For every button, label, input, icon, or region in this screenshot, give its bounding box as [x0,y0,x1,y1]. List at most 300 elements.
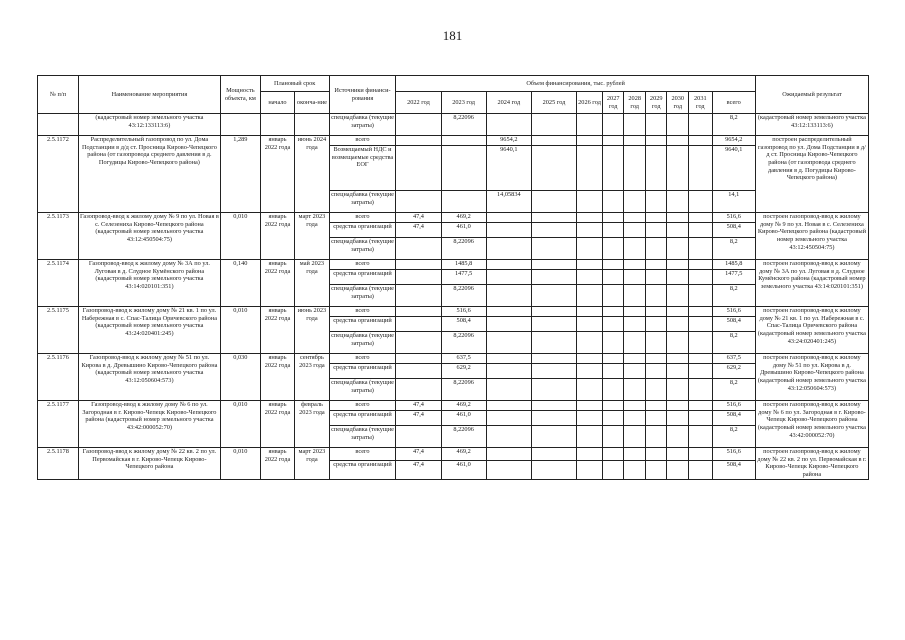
amount-cell [667,238,689,260]
amount-cell [689,317,713,332]
amount-cell: 637,5 [441,354,486,364]
amount-cell [441,136,486,146]
amount-cell [689,285,713,307]
item-end: март 2023 года [295,448,329,480]
item-result: построен газопровод-ввод к жилому дому № 22 кв. 2 по ул. Первомайская в г. Кирово-Чепецк Кирово-Чепецкого района [755,448,868,480]
item-number: 2.5.1173 [38,213,79,260]
amount-cell [602,379,624,401]
amount-cell [689,448,713,461]
amount-cell [689,223,713,238]
total-cell: 8,2 [712,238,755,260]
amount-cell [396,146,441,191]
amount-cell [602,460,624,479]
amount-cell [602,270,624,285]
amount-cell [602,260,624,270]
item-result: построен газопровод-ввод к жилому дому № 6 по ул. Загородная в г. Кирово-Чепецк Кирово-Чепецкого района (кадастровый номер земельного участка 43:42:000052:70) [755,401,868,448]
amount-cell [667,401,689,411]
amount-cell [577,332,603,354]
amount-cell [577,460,603,479]
amount-cell [577,307,603,317]
amount-cell [645,379,667,401]
amount-cell [667,285,689,307]
total-cell: 9640,1 [712,146,755,191]
amount-cell: 47,4 [396,411,441,426]
amount-cell [689,411,713,426]
total-cell: 1485,8 [712,260,755,270]
amount-cell: 461,0 [441,223,486,238]
funding-source: спецнадбавка (текущие затраты) [329,285,396,307]
amount-cell [667,213,689,223]
item-capacity: 1,289 [220,136,260,213]
amount-cell [577,191,603,213]
amount-cell: 47,4 [396,401,441,411]
amount-cell [486,270,531,285]
item-number: 2.5.1174 [38,260,79,307]
amount-cell [645,426,667,448]
funding-source: всего [329,136,396,146]
col-header-year: 2022 год [396,92,441,114]
amount-cell [645,285,667,307]
amount-cell [624,411,646,426]
table-row [38,136,869,146]
amount-cell [667,364,689,379]
amount-cell: 1477,5 [441,270,486,285]
amount-cell [667,317,689,332]
amount-cell [689,191,713,213]
amount-cell [667,448,689,461]
item-name: Газопровод-ввод к жилому дому № 6 по ул. Загородная в г. Кирово-Чепецк Кирово-Чепецкого района (кадастровый номер земельного участка 43:42:000052:70) [78,401,220,448]
item-name: Газопровод-ввод к жилому дому № 9 по ул. Новая в с. Селезениха Кирово-Чепецкого района (кадастровый номер земельного участка 43:12:450504:75) [78,213,220,260]
col-header-result: Ожидаемый результат [755,76,868,114]
amount-cell [602,364,624,379]
item-start: январь 2022 года [260,448,294,480]
amount-cell [602,136,624,146]
item-name: Газопровод-ввод к жилому дому № 51 по ул. Кирова в д. Древышино Кирово-Чепецкого района (кадастровый номер земельного участка 43:12:050604:573) [78,354,220,401]
amount-cell [645,191,667,213]
amount-cell [531,364,576,379]
col-header-start: начало [260,92,294,114]
amount-cell [486,411,531,426]
funding-source: всего [329,448,396,461]
amount-cell [486,332,531,354]
funding-source: всего [329,213,396,223]
amount-cell: 469,2 [441,401,486,411]
amount-cell [624,114,646,136]
amount-cell [396,260,441,270]
amount-cell [667,332,689,354]
amount-cell [624,260,646,270]
col-header-term: Плановый срок [260,76,329,92]
amount-cell [667,411,689,426]
item-name: (кадастровый номер земельного участка 43:12:133113:6) [78,114,220,136]
amount-cell [602,285,624,307]
item-number: 2.5.1172 [38,136,79,213]
amount-cell [689,270,713,285]
amount-cell [602,317,624,332]
amount-cell: 8,22096 [441,285,486,307]
amount-cell [667,191,689,213]
amount-cell: 47,4 [396,213,441,223]
amount-cell [602,238,624,260]
col-header-year: 2026 год [577,92,603,114]
amount-cell [602,213,624,223]
amount-cell [667,270,689,285]
amount-cell [689,379,713,401]
funding-source: средства организаций [329,460,396,479]
funding-source: всего [329,260,396,270]
amount-cell: 516,6 [441,307,486,317]
table-row [38,401,869,411]
funding-source: средства организаций [329,270,396,285]
amount-cell [486,238,531,260]
amount-cell [624,317,646,332]
amount-cell [667,460,689,479]
total-cell: 637,5 [712,354,755,364]
amount-cell [441,146,486,191]
col-header-source: Источники финанси-рования [329,76,396,114]
amount-cell [645,332,667,354]
table-header [38,76,869,114]
amount-cell [624,401,646,411]
item-name: Газопровод-ввод к жилому дому № 3А по ул. Луговая в д. Слудное Кумёнского района (кадастровый номер земельного участка 43:14:020101:351) [78,260,220,307]
col-header-year: 2031 год [689,92,713,114]
amount-cell [531,223,576,238]
amount-cell: 9640,1 [486,146,531,191]
amount-cell: 629,2 [441,364,486,379]
amount-cell [396,136,441,146]
total-cell: 508,4 [712,317,755,332]
col-header-year: 2024 год [486,92,531,114]
amount-cell [486,260,531,270]
amount-cell [486,317,531,332]
col-header-total: всего [712,92,755,114]
amount-cell [577,379,603,401]
amount-cell [577,223,603,238]
amount-cell [689,401,713,411]
item-end: март 2023 года [295,213,329,260]
item-name: Газопровод-ввод к жилому дому № 21 кв. 1 по ул. Набережная в с. Спас-Талица Оричевского района (кадастровый номер земельного участка 43:24:020401:245) [78,307,220,354]
table-body [38,114,869,480]
amount-cell [486,401,531,411]
amount-cell [486,448,531,461]
col-header-year: 2028 год [624,92,646,114]
amount-cell [667,114,689,136]
amount-cell [396,364,441,379]
amount-cell [645,364,667,379]
funding-source: спецнадбавка (текущие затраты) [329,191,396,213]
funding-source: спецнадбавка (текущие затраты) [329,332,396,354]
total-cell: 8,2 [712,379,755,401]
amount-cell [396,379,441,401]
table-row [38,260,869,270]
amount-cell: 47,4 [396,223,441,238]
total-cell: 1477,5 [712,270,755,285]
total-cell: 516,6 [712,307,755,317]
amount-cell [645,354,667,364]
financing-table [37,75,869,480]
amount-cell: 8,22096 [441,114,486,136]
amount-cell [667,307,689,317]
amount-cell: 47,4 [396,448,441,461]
funding-source: спецнадбавка (текущие затраты) [329,238,396,260]
amount-cell [396,114,441,136]
amount-cell [486,354,531,364]
amount-cell [396,426,441,448]
funding-source: всего [329,307,396,317]
col-header-name: Наименование мероприятия [78,76,220,114]
amount-cell: 9654,2 [486,136,531,146]
col-header-num: № п/п [38,76,79,114]
amount-cell [486,364,531,379]
funding-source: спецнадбавка (текущие затраты) [329,114,396,136]
amount-cell [689,332,713,354]
amount-cell [645,213,667,223]
amount-cell [645,448,667,461]
amount-cell [531,379,576,401]
amount-cell [396,191,441,213]
item-name: Распределительный газопровод по ул. Дома Подстанции в д/д ст. Просница Кирово-Чепецкого района (от газопровода среднего давления в д. Погудицы Кирово-Чепецкого района) [78,136,220,213]
item-end: май 2023 года [295,260,329,307]
amount-cell: 8,22096 [441,379,486,401]
item-capacity: 0,030 [220,354,260,401]
amount-cell [577,213,603,223]
item-end: июнь 2024 года [295,136,329,213]
amount-cell: 8,22096 [441,426,486,448]
amount-cell [396,354,441,364]
amount-cell [531,332,576,354]
item-result: построен газопровод-ввод к жилому дому № 51 по ул. Кирова в д. Древышино Кирово-Чепецкого района (кадастровый номер земельного участка 43:12:050604:573) [755,354,868,401]
amount-cell: 47,4 [396,460,441,479]
amount-cell [602,411,624,426]
amount-cell [645,307,667,317]
amount-cell [624,426,646,448]
amount-cell [602,448,624,461]
item-result: построен газопровод-ввод к жилому дому № 9 по ул. Новая в с. Селезениха Кирово-Чепецкого района (кадастровый номер земельного участка 43:12:450504:75) [755,213,868,260]
amount-cell [689,213,713,223]
col-header-volume: Объем финансирования, тыс. рублей [396,76,755,92]
amount-cell [602,307,624,317]
amount-cell [577,260,603,270]
amount-cell [531,213,576,223]
amount-cell [531,317,576,332]
amount-cell [667,146,689,191]
total-cell: 516,6 [712,448,755,461]
col-header-year: 2029 год [645,92,667,114]
amount-cell [624,213,646,223]
amount-cell: 461,0 [441,411,486,426]
amount-cell [577,270,603,285]
amount-cell [602,223,624,238]
item-start [260,114,294,136]
amount-cell [577,114,603,136]
amount-cell [396,270,441,285]
page-number: 181 [442,28,463,43]
amount-cell [531,238,576,260]
item-end [295,114,329,136]
amount-cell [602,146,624,191]
item-capacity: 0,010 [220,213,260,260]
amount-cell [667,426,689,448]
col-header-year: 2025 год [531,92,576,114]
item-capacity: 0,010 [220,401,260,448]
amount-cell [396,317,441,332]
amount-cell: 461,0 [441,460,486,479]
amount-cell [667,354,689,364]
amount-cell [645,223,667,238]
amount-cell [667,223,689,238]
amount-cell: 8,22096 [441,332,486,354]
amount-cell [689,114,713,136]
amount-cell [486,285,531,307]
amount-cell [531,426,576,448]
amount-cell: 1485,8 [441,260,486,270]
col-header-year: 2030 год [667,92,689,114]
amount-cell [667,379,689,401]
funding-source: Возмещаемый НДС и возмещаемые средства ЕОГ [329,146,396,191]
amount-cell [577,448,603,461]
amount-cell [689,136,713,146]
item-start: январь 2022 года [260,401,294,448]
amount-cell [531,411,576,426]
total-cell: 508,4 [712,411,755,426]
amount-cell [602,191,624,213]
amount-cell [689,307,713,317]
table-row [38,354,869,364]
amount-cell [531,260,576,270]
item-capacity: 0,010 [220,307,260,354]
amount-cell [531,460,576,479]
amount-cell [645,411,667,426]
amount-cell [624,146,646,191]
col-header-end: оконча-ние [295,92,329,114]
amount-cell [624,379,646,401]
amount-cell [531,114,576,136]
amount-cell: 508,4 [441,317,486,332]
amount-cell [441,191,486,213]
amount-cell [689,460,713,479]
amount-cell [577,354,603,364]
item-end: июнь 2023 года [295,307,329,354]
item-capacity: 0,010 [220,448,260,480]
amount-cell [624,332,646,354]
amount-cell [577,317,603,332]
item-name: Газопровод-ввод к жилому дому № 22 кв. 2 по ул. Первомайская в г. Кирово-Чепецк Кирово-Чепецкого района [78,448,220,480]
item-start: январь 2022 года [260,260,294,307]
amount-cell [667,136,689,146]
amount-cell [531,270,576,285]
col-header-capacity: Мощность объекта, км [220,76,260,114]
amount-cell [624,136,646,146]
funding-source: всего [329,354,396,364]
total-cell: 9654,2 [712,136,755,146]
amount-cell [531,307,576,317]
funding-source: средства организаций [329,364,396,379]
amount-cell [602,354,624,364]
item-number: 2.5.1176 [38,354,79,401]
amount-cell [486,460,531,479]
item-start: январь 2022 года [260,136,294,213]
amount-cell [645,317,667,332]
item-number [38,114,79,136]
amount-cell [602,114,624,136]
amount-cell: 469,2 [441,448,486,461]
amount-cell [486,213,531,223]
amount-cell [624,270,646,285]
amount-cell [577,364,603,379]
amount-cell [577,238,603,260]
amount-cell: 469,2 [441,213,486,223]
amount-cell [689,238,713,260]
amount-cell [577,401,603,411]
amount-cell [486,307,531,317]
amount-cell [577,146,603,191]
amount-cell [624,223,646,238]
amount-cell [689,146,713,191]
amount-cell [531,448,576,461]
amount-cell [396,307,441,317]
item-result: построен распределительный газопровод по ул. Дома Подстанции в д/д ст. Просница Кирово-Чепецкого района (от газопровода среднего давления в д. Погудицы Кирово-Чепецкого района) [755,136,868,213]
funding-source: всего [329,401,396,411]
item-capacity: 0,140 [220,260,260,307]
item-start: январь 2022 года [260,307,294,354]
amount-cell [486,223,531,238]
amount-cell [577,285,603,307]
amount-cell [624,285,646,307]
item-start: январь 2022 года [260,213,294,260]
amount-cell [645,114,667,136]
amount-cell [624,354,646,364]
amount-cell [396,285,441,307]
amount-cell: 14,05834 [486,191,531,213]
amount-cell [486,114,531,136]
table-row [38,448,869,461]
amount-cell [486,426,531,448]
total-cell: 516,6 [712,213,755,223]
amount-cell [531,136,576,146]
amount-cell [577,136,603,146]
amount-cell [624,238,646,260]
total-cell: 8,2 [712,426,755,448]
table-row [38,307,869,317]
total-cell: 508,4 [712,223,755,238]
amount-cell [645,146,667,191]
amount-cell [667,260,689,270]
amount-cell [486,379,531,401]
item-end: февраль 2023 года [295,401,329,448]
amount-cell [531,401,576,411]
amount-cell [602,332,624,354]
amount-cell: 8,22096 [441,238,486,260]
col-header-year: 2027 год [602,92,624,114]
funding-source: спецнадбавка (текущие затраты) [329,379,396,401]
amount-cell [689,364,713,379]
amount-cell [602,426,624,448]
amount-cell [531,146,576,191]
amount-cell [645,238,667,260]
funding-source: средства организаций [329,317,396,332]
amount-cell [689,260,713,270]
item-number: 2.5.1178 [38,448,79,480]
item-number: 2.5.1177 [38,401,79,448]
amount-cell [645,136,667,146]
item-number: 2.5.1175 [38,307,79,354]
funding-source: средства организаций [329,223,396,238]
col-header-year: 2023 год [441,92,486,114]
amount-cell [531,285,576,307]
amount-cell [531,354,576,364]
amount-cell [624,364,646,379]
funding-source: спецнадбавка (текущие затраты) [329,426,396,448]
